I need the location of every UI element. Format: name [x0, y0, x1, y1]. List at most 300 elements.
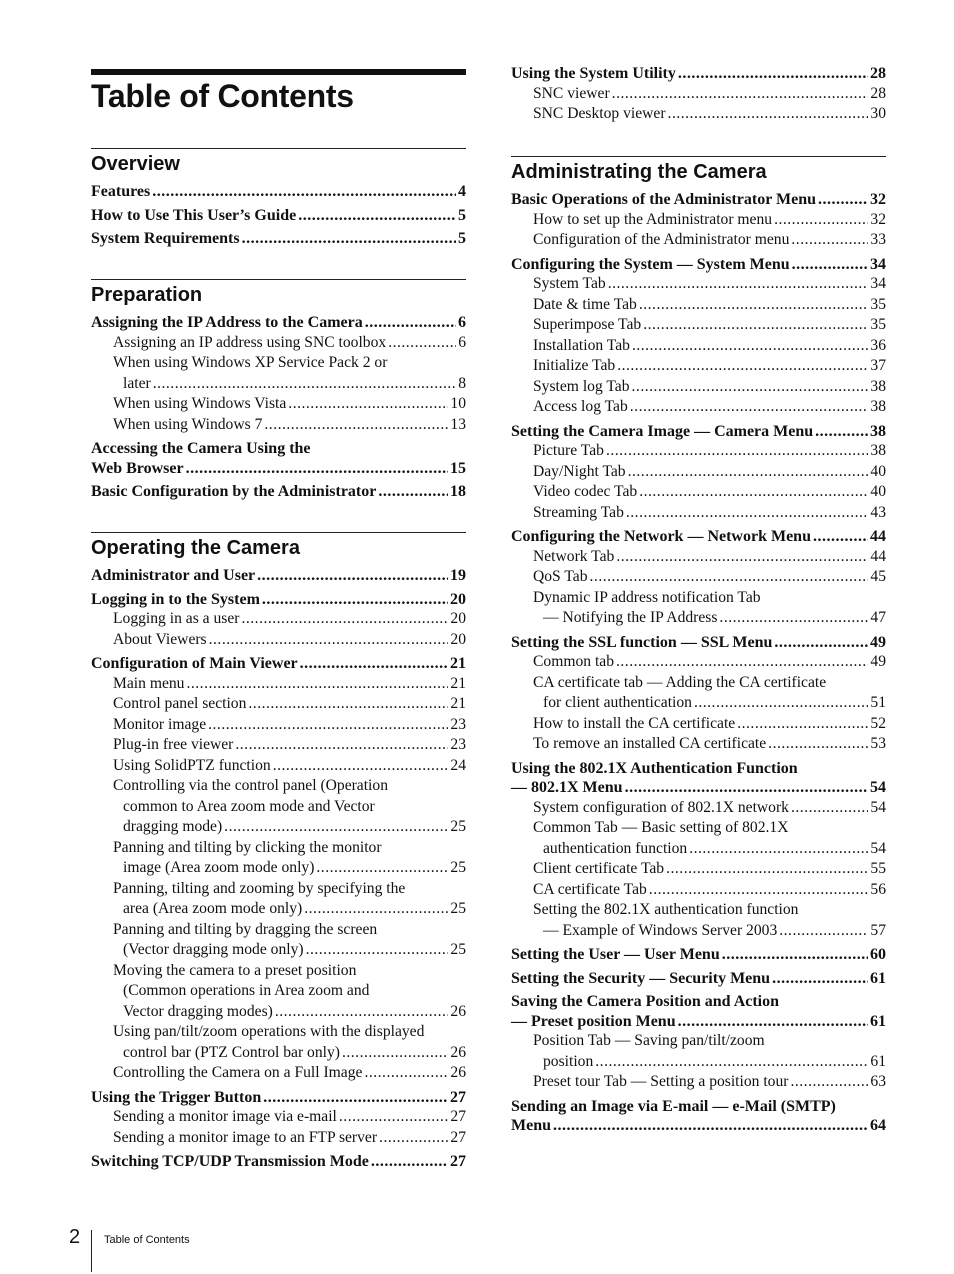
toc-entry-title: How to install the CA certificate	[533, 714, 736, 732]
toc-page-number: 24	[450, 756, 466, 774]
toc-page-number: 38	[870, 442, 886, 459]
toc-page-number: 27	[450, 1108, 466, 1125]
toc-entry[interactable]	[511, 190, 886, 210]
toc-page-number: 51	[870, 694, 886, 711]
toc-page-number: 10	[450, 395, 466, 412]
toc-subentry[interactable]	[511, 859, 886, 880]
dot-leader	[316, 858, 448, 879]
toc-entry-title: SNC Desktop viewer	[533, 105, 666, 122]
toc-subentry[interactable]	[511, 397, 886, 418]
section-heading: Operating the Camera	[91, 537, 300, 559]
toc-entry-title: Setting the 802.1X authentication function	[533, 901, 799, 918]
dot-leader	[339, 1107, 449, 1128]
dot-leader	[694, 693, 868, 714]
toc-subentry[interactable]	[91, 394, 466, 415]
toc-page-number: 26	[450, 1064, 466, 1081]
toc-entry-title: System configuration of 802.1X network	[533, 798, 789, 816]
dot-leader	[241, 609, 448, 630]
dot-leader	[298, 206, 456, 226]
dot-leader	[371, 1152, 448, 1172]
toc-entry-title: Setting the Camera Image — Camera Menu	[511, 422, 814, 440]
toc-page-number: 20	[450, 630, 466, 648]
toc-page-number: 49	[870, 633, 886, 651]
toc-page-number: 25	[450, 818, 466, 835]
toc-entry-title: Sending a monitor image via e-mail	[113, 1108, 337, 1125]
toc-page-number: 30	[870, 105, 886, 122]
toc-entry-title: Streaming Tab	[533, 503, 624, 521]
toc-entry-title: How to set up the Administrator menu	[533, 210, 773, 228]
toc-subentry[interactable]	[511, 798, 886, 819]
toc-page-number: 53	[870, 735, 886, 752]
dot-leader	[209, 630, 449, 651]
toc-entry[interactable]	[91, 590, 466, 610]
toc-subentry[interactable]	[91, 1022, 466, 1063]
dot-leader	[774, 210, 868, 231]
toc-page-number: 27	[450, 1128, 466, 1146]
toc-entry-title: When using Windows 7	[113, 415, 263, 433]
toc-entry-title: Monitor image	[113, 715, 207, 733]
page-number: 2	[69, 1226, 81, 1248]
toc-entry-title: — Preset position Menu	[511, 1012, 676, 1030]
dot-leader	[288, 394, 448, 415]
toc-page-number: 26	[450, 1002, 466, 1020]
toc-subentry[interactable]	[91, 333, 466, 354]
toc-entry[interactable]	[511, 992, 886, 1031]
toc-entry-title: Access log Tab	[533, 398, 628, 415]
toc-subentry[interactable]	[511, 441, 886, 462]
dot-leader	[590, 567, 869, 588]
toc-entry-title: Sending an Image via E-mail — e-Mail (SMTP)	[511, 1097, 836, 1115]
section-heading: Administrating the Camera	[511, 161, 767, 183]
toc-subentry[interactable]	[511, 210, 886, 231]
toc-entry-title: Using pan/tilt/zoom operations with the displayed	[113, 1023, 425, 1040]
toc-entry-title: Main menu	[113, 674, 185, 692]
dot-leader	[722, 945, 868, 965]
toc-entry[interactable]	[511, 422, 886, 442]
toc-section-continued	[511, 64, 886, 125]
dot-leader	[617, 356, 868, 377]
toc-page-number: 44	[870, 547, 886, 565]
toc-entry-title: (Common operations in Area zoom and	[123, 982, 370, 999]
toc-section	[91, 279, 466, 502]
toc-page-number: 32	[870, 191, 886, 208]
toc-page-number: 57	[870, 921, 886, 939]
toc-page-number: 61	[870, 1012, 886, 1030]
toc-entry-title: Panning, tilting and zooming by specifying the	[113, 879, 406, 897]
toc-page-number: 54	[870, 779, 886, 796]
toc-subentry[interactable]	[91, 715, 466, 736]
toc-entry-title: System Tab	[533, 275, 606, 292]
toc-entry[interactable]	[91, 654, 466, 674]
toc-subentry[interactable]	[91, 630, 466, 651]
toc-page-number: 38	[870, 377, 886, 395]
toc-page-number: 21	[450, 695, 466, 712]
toc-entry-title: Setting the User — User Menu	[511, 946, 720, 963]
toc-entry[interactable]	[511, 64, 886, 84]
dot-leader	[818, 190, 868, 210]
toc-entry-title: CA certificate tab — Adding the CA certificate	[533, 673, 827, 691]
dot-leader	[304, 899, 448, 920]
toc-page-number: 37	[870, 357, 886, 374]
toc-entry-title: Plug-in free viewer	[113, 736, 234, 753]
toc-subentry[interactable]	[511, 230, 886, 251]
toc-subentry[interactable]	[511, 482, 886, 503]
toc-subentry[interactable]	[511, 503, 886, 524]
toc-entry[interactable]	[91, 482, 466, 502]
toc-page-number: 40	[870, 462, 886, 480]
toc-subentry[interactable]	[511, 84, 886, 105]
toc-page-number: 44	[870, 528, 886, 545]
toc-entry-title: — 802.1X Menu	[511, 779, 623, 796]
toc-entry-title: Logging in as a user	[113, 610, 240, 627]
toc-subentry[interactable]	[511, 356, 886, 377]
toc-entry[interactable]	[511, 255, 886, 275]
toc-page-number: 18	[450, 483, 466, 500]
toc-entry-title: common to Area zoom mode and Vector	[123, 797, 375, 815]
toc-section	[511, 156, 886, 1136]
toc-entry-title: Installation Tab	[533, 336, 630, 354]
toc-page-number: 27	[450, 1153, 466, 1170]
dot-leader	[772, 969, 868, 989]
toc-page-number: 38	[870, 398, 886, 415]
dot-leader	[235, 735, 448, 756]
dot-leader	[616, 547, 868, 568]
toc-entry-title: CA certificate Tab	[533, 880, 647, 898]
toc-entry-title: SNC viewer	[533, 84, 610, 102]
toc-page-number: 61	[870, 969, 886, 987]
toc-subentry[interactable]	[91, 776, 466, 838]
toc-entry-title: Features	[91, 183, 151, 200]
toc-entry-title: When using Windows Vista	[113, 395, 287, 412]
toc-page-number: 19	[450, 567, 466, 584]
toc-subentry[interactable]	[511, 1031, 886, 1072]
dot-leader	[612, 84, 869, 105]
toc-entry-title: Initialize Tab	[533, 357, 616, 374]
dot-leader	[224, 817, 448, 838]
dot-leader	[365, 313, 456, 333]
dot-leader	[608, 274, 869, 295]
section-heading: Preparation	[91, 284, 203, 306]
dot-leader	[632, 377, 869, 398]
toc-subentry[interactable]	[511, 900, 886, 941]
toc-entry-title: Common tab	[533, 653, 614, 670]
toc-page-number: 25	[450, 900, 466, 917]
toc-entry-title: Date & time Tab	[533, 295, 637, 313]
toc-entry-title: Administrator and User	[91, 567, 256, 584]
toc-entry-title: Position Tab — Saving pan/tilt/zoom	[533, 1032, 765, 1049]
toc-subentry[interactable]	[511, 274, 886, 295]
toc-entry-title: Video codec Tab	[533, 483, 638, 500]
dot-leader	[813, 527, 868, 547]
toc-page-number: 35	[870, 316, 886, 333]
toc-page-number: 34	[870, 255, 886, 273]
toc-subentry[interactable]	[511, 734, 886, 755]
toc-entry-title: About Viewers	[113, 630, 207, 648]
dot-leader	[768, 734, 868, 755]
toc-entry-title: Client certificate Tab	[533, 860, 665, 877]
toc-page-number: 33	[870, 231, 886, 248]
toc-entry[interactable]	[91, 439, 466, 478]
toc-subentry[interactable]	[91, 1107, 466, 1128]
toc-entry[interactable]	[91, 1088, 466, 1108]
toc-page-number: 49	[870, 653, 886, 670]
toc-entry-title: Control panel section	[113, 695, 247, 712]
toc-subentry[interactable]	[511, 547, 886, 568]
toc-entry[interactable]	[511, 759, 886, 798]
toc-page-number: 61	[870, 1052, 886, 1070]
toc-entry-title: Common Tab — Basic setting of 802.1X	[533, 819, 789, 836]
toc-entry-title: image (Area zoom mode only)	[123, 859, 315, 876]
toc-entry-title: Setting the SSL function — SSL Menu	[511, 633, 773, 651]
toc-page-number: 23	[450, 736, 466, 753]
dot-leader	[639, 482, 868, 503]
toc-entry-title: Using the Trigger Button	[91, 1088, 262, 1106]
dot-leader	[242, 229, 456, 249]
dot-leader	[379, 1128, 448, 1149]
dot-leader	[553, 1116, 868, 1136]
toc-entry[interactable]	[91, 229, 466, 249]
toc-entry-title: When using Windows XP Service Pack 2 or	[113, 354, 388, 371]
toc-entry-title: Panning and tilting by dragging the screen	[113, 920, 378, 938]
toc-page-number: 54	[870, 839, 886, 857]
toc-subentry[interactable]	[91, 694, 466, 715]
dot-leader	[606, 441, 868, 462]
dot-leader	[791, 230, 868, 251]
dot-leader	[774, 633, 868, 653]
toc-entry[interactable]	[91, 566, 466, 586]
toc-entry-title: Using the System Utility	[511, 65, 676, 82]
toc-page-number: 52	[870, 714, 886, 732]
toc-entry-title: Logging in to the System	[91, 590, 260, 608]
dot-leader	[791, 798, 868, 819]
toc-page-number: 38	[870, 422, 886, 440]
toc-entry-title: System Requirements	[91, 230, 240, 247]
dot-leader	[273, 756, 449, 777]
toc-entry-title: Saving the Camera Position and Action	[511, 993, 780, 1010]
toc-page-number: 4	[458, 183, 466, 200]
toc-entry-title: authentication function	[543, 839, 688, 857]
dot-leader	[632, 336, 868, 357]
toc-page-number: 23	[450, 715, 466, 733]
toc-entry-title: QoS Tab	[533, 568, 588, 585]
toc-entry[interactable]	[511, 945, 886, 965]
dot-leader	[678, 1012, 868, 1032]
toc-page-number: 45	[870, 568, 886, 585]
toc-subentry[interactable]	[511, 673, 886, 714]
toc-entry[interactable]	[91, 1152, 466, 1172]
toc-page-number: 35	[870, 295, 886, 313]
footer-label: Table of Contents	[104, 1234, 190, 1246]
toc-entry-title: Using the 802.1X Authentication Function	[511, 759, 798, 777]
dot-leader	[388, 333, 456, 354]
toc-page-number: 55	[870, 860, 886, 877]
section-rule	[511, 156, 886, 157]
toc-page-number: 25	[450, 941, 466, 958]
dot-leader	[300, 654, 448, 674]
toc-page-number: 21	[450, 655, 466, 672]
toc-entry[interactable]	[511, 527, 886, 547]
toc-entry-title: Using SolidPTZ function	[113, 756, 271, 774]
toc-entry-title: System log Tab	[533, 377, 630, 395]
toc-page-number: 64	[870, 1117, 886, 1134]
toc-page-number: 25	[450, 859, 466, 876]
toc-page-number: 47	[870, 609, 886, 626]
toc-subentry[interactable]	[511, 588, 886, 629]
dot-leader	[792, 255, 868, 275]
toc-page-number: 15	[450, 459, 466, 477]
dot-leader	[625, 778, 868, 798]
dot-leader	[643, 315, 868, 336]
toc-entry-title: area (Area zoom mode only)	[123, 900, 303, 917]
toc-page-number: 36	[870, 336, 886, 354]
toc-subentry[interactable]	[511, 104, 886, 125]
dot-leader	[779, 921, 868, 942]
dot-leader	[378, 482, 448, 502]
toc-entry[interactable]	[511, 1097, 886, 1136]
toc-subentry[interactable]	[511, 714, 886, 735]
toc-subentry[interactable]	[91, 1128, 466, 1149]
toc-page-number: 34	[870, 275, 886, 292]
dot-leader	[262, 590, 448, 610]
toc-page-number: 56	[870, 880, 886, 898]
toc-subentry[interactable]	[91, 920, 466, 961]
toc-page-number: 21	[450, 674, 466, 692]
toc-subentry[interactable]	[511, 336, 886, 357]
dot-leader	[689, 839, 868, 860]
toc-page-number: 6	[458, 333, 466, 351]
toc-page-number: 43	[870, 503, 886, 521]
toc-subentry[interactable]	[91, 674, 466, 695]
dot-leader	[186, 459, 448, 479]
dot-leader	[626, 503, 869, 524]
toc-subentry[interactable]	[91, 415, 466, 436]
toc-entry-title: Panning and tilting by clicking the monitor	[113, 838, 382, 856]
toc-page-number: 28	[870, 84, 886, 102]
dot-leader	[668, 104, 869, 125]
toc-section	[91, 532, 466, 1172]
dot-leader	[649, 880, 869, 901]
toc-entry-title: for client authentication	[543, 694, 692, 711]
toc-page-number: 13	[450, 415, 466, 433]
toc-page-number: 6	[458, 314, 466, 331]
toc-entry[interactable]	[91, 206, 466, 226]
toc-entry-title: Moving the camera to a preset position	[113, 961, 357, 979]
dot-leader	[639, 295, 869, 316]
toc-page-number: 63	[870, 1073, 886, 1090]
toc-subentry[interactable]	[511, 1072, 886, 1093]
toc-page-number: 54	[870, 798, 886, 816]
toc-entry-title: Configuring the System — System Menu	[511, 255, 790, 273]
toc-entry-title: Configuration of the Administrator menu	[533, 231, 790, 248]
toc-entry-title: dragging mode)	[123, 818, 223, 835]
toc-entry-title: To remove an installed CA certificate	[533, 735, 767, 752]
dot-leader	[815, 422, 868, 442]
dot-leader	[595, 1052, 868, 1073]
dot-leader	[257, 566, 448, 586]
dot-leader	[666, 859, 868, 880]
toc-section	[91, 148, 466, 249]
dot-leader	[248, 694, 448, 715]
toc-entry[interactable]	[91, 313, 466, 333]
toc-subentry[interactable]	[511, 880, 886, 901]
toc-page-number: 60	[870, 946, 886, 963]
toc-page-number: 40	[870, 483, 886, 500]
page-title: Table of Contents	[91, 78, 354, 114]
toc-subentry[interactable]	[511, 295, 886, 316]
toc-entry-title: (Vector dragging mode only)	[123, 941, 304, 958]
toc-page-number: 5	[458, 230, 466, 247]
toc-page-number: 32	[870, 210, 886, 228]
toc-subentry[interactable]	[91, 838, 466, 879]
toc-entry-title: Switching TCP/UDP Transmission Mode	[91, 1153, 369, 1170]
toc-entry-title: Controlling via the control panel (Operation	[113, 777, 388, 794]
toc-entry-title: control bar (PTZ Control bar only)	[123, 1043, 340, 1061]
dot-leader	[152, 182, 456, 202]
dot-leader	[208, 715, 448, 736]
toc-entry-title: Picture Tab	[533, 442, 604, 459]
toc-entry-title: Configuration of Main Viewer	[91, 655, 298, 672]
dot-leader	[616, 652, 868, 673]
toc-subentry[interactable]	[91, 961, 466, 1023]
toc-subentry[interactable]	[91, 353, 466, 394]
dot-leader	[628, 462, 869, 483]
toc-subentry[interactable]	[511, 315, 886, 336]
toc-entry[interactable]	[91, 182, 466, 202]
toc-subentry[interactable]	[91, 879, 466, 920]
toc-subentry[interactable]	[511, 462, 886, 483]
toc-page-number: 20	[450, 610, 466, 627]
toc-entry[interactable]	[511, 969, 886, 989]
toc-page-number: 8	[458, 374, 466, 392]
toc-page-number: 26	[450, 1043, 466, 1061]
toc-subentry[interactable]	[511, 567, 886, 588]
dot-leader	[275, 1002, 449, 1023]
toc-page-number: 20	[450, 590, 466, 608]
toc-entry-title: Basic Configuration by the Administrator	[91, 483, 377, 500]
toc-subentry[interactable]	[511, 818, 886, 859]
toc-entry-title: How to Use This User’s Guide	[91, 206, 297, 224]
toc-entry-title: Accessing the Camera Using the	[91, 440, 311, 457]
toc-entry-title: Basic Operations of the Administrator Menu	[511, 191, 817, 208]
toc-entry-title: Web Browser	[91, 459, 184, 477]
title-rule	[91, 69, 466, 75]
dot-leader	[186, 674, 448, 695]
dot-leader	[153, 374, 457, 395]
toc-entry-title: Setting the Security — Security Menu	[511, 969, 771, 987]
toc-entry-title: — Example of Windows Server 2003	[543, 921, 778, 939]
dot-leader	[719, 608, 868, 629]
toc-page-number: 28	[870, 65, 886, 82]
toc-subentry[interactable]	[511, 377, 886, 398]
toc-subentry[interactable]	[91, 1063, 466, 1084]
dot-leader	[790, 1072, 868, 1093]
section-heading: Overview	[91, 153, 180, 175]
toc-entry-title: Controlling the Camera on a Full Image	[113, 1064, 363, 1081]
toc-subentry[interactable]	[511, 652, 886, 673]
section-rule	[91, 532, 466, 533]
footer-divider	[91, 1230, 92, 1272]
toc-subentry[interactable]	[91, 735, 466, 756]
toc-subentry[interactable]	[91, 609, 466, 630]
toc-entry[interactable]	[511, 633, 886, 653]
toc-entry-title: position	[543, 1052, 594, 1070]
toc-entry-title: Sending a monitor image to an FTP server	[113, 1128, 378, 1146]
toc-page-number: 5	[458, 206, 466, 224]
toc-entry-title: Preset tour Tab — Setting a position tour	[533, 1073, 789, 1090]
dot-leader	[342, 1043, 448, 1064]
dot-leader	[737, 714, 868, 735]
toc-subentry[interactable]	[91, 756, 466, 777]
